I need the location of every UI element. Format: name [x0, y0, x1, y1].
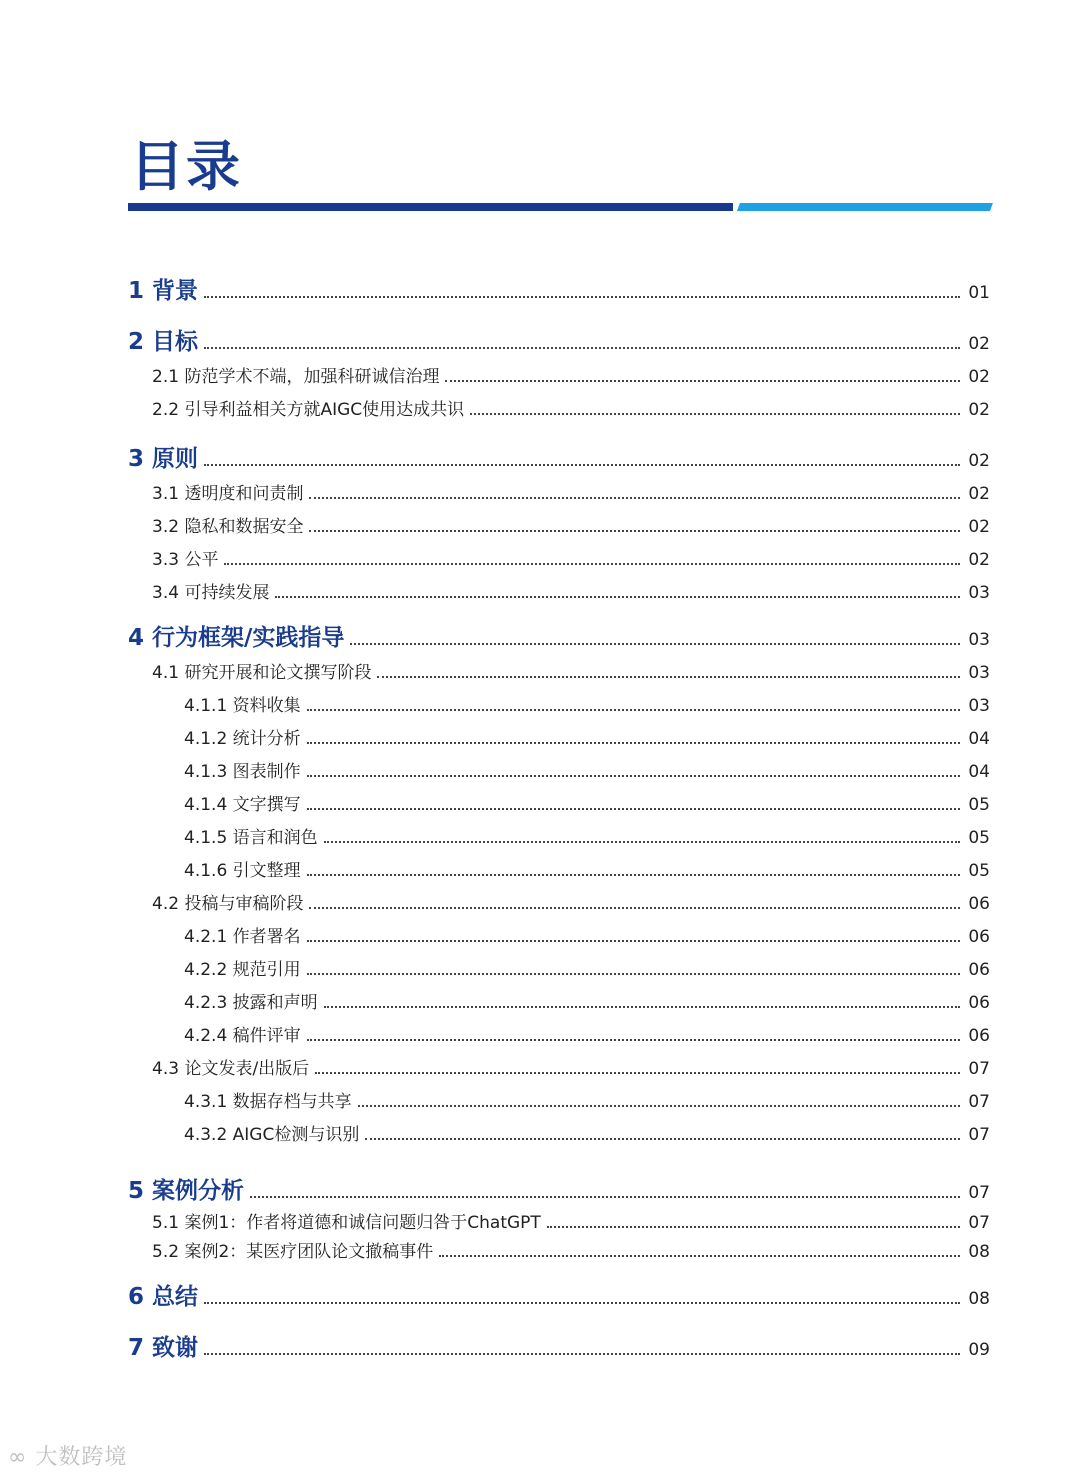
toc-label: 4.1.5 语言和润色 — [184, 828, 318, 848]
toc-leader — [204, 296, 960, 298]
toc-label: 5.1 案例1：作者将道德和诚信问题归咎于ChatGPT — [152, 1213, 541, 1233]
toc-page-number: 07 — [968, 1183, 990, 1203]
toc-label: 4.2.2 规范引用 — [184, 960, 301, 980]
toc-label: 4.3.2 AIGC检测与识别 — [184, 1125, 360, 1145]
toc-entry-4-2-3[interactable] — [184, 988, 990, 1013]
toc-leader — [309, 907, 960, 909]
toc-label: 4.1.2 统计分析 — [184, 729, 301, 749]
title-rule-dark — [128, 203, 733, 211]
toc-label: 2.1 防范学术不端，加强科研诚信治理 — [152, 367, 440, 387]
toc-page-number: 04 — [968, 729, 990, 749]
toc-leader — [204, 347, 960, 349]
toc-label: 4.1.1 资料收集 — [184, 696, 301, 716]
toc-label: 6 总结 — [128, 1284, 199, 1310]
toc-entry-3-3[interactable] — [152, 545, 990, 570]
toc-page-number: 02 — [968, 334, 990, 354]
toc-entry-4-3-2[interactable] — [184, 1120, 990, 1145]
toc-entry-4-1-5[interactable] — [184, 823, 990, 848]
toc-entry-3[interactable] — [128, 440, 990, 473]
toc-label: 4.2.4 稿件评审 — [184, 1026, 301, 1046]
toc-entry-4-3-1[interactable] — [184, 1087, 990, 1112]
toc-page-number: 07 — [968, 1125, 990, 1145]
toc-page-number: 06 — [968, 1026, 990, 1046]
toc-page-number: 05 — [968, 795, 990, 815]
toc-entry-1[interactable] — [128, 272, 990, 305]
toc-label: 4.1.6 引文整理 — [184, 861, 301, 881]
toc-entry-4-2[interactable] — [152, 889, 990, 914]
toc-leader — [224, 563, 960, 565]
toc-page-number: 04 — [968, 762, 990, 782]
toc-label: 2 目标 — [128, 329, 199, 355]
toc-page-number: 02 — [968, 517, 990, 537]
toc-entry-4-1-4[interactable] — [184, 790, 990, 815]
toc-leader — [324, 1006, 961, 1008]
toc-label: 2.2 引导利益相关方就AIGC使用达成共识 — [152, 400, 465, 420]
watermark-logo-icon: ∞ — [8, 1445, 36, 1470]
watermark-text: 大数跨境 — [35, 1445, 128, 1470]
toc-label: 5.2 案例2：某医疗团队论文撤稿事件 — [152, 1242, 434, 1262]
toc-leader — [445, 380, 960, 382]
toc-entry-4-1-1[interactable] — [184, 691, 990, 716]
toc-leader — [377, 676, 960, 678]
toc-leader — [309, 497, 960, 499]
toc-label: 3.3 公平 — [152, 550, 219, 570]
toc-page-number: 02 — [968, 400, 990, 420]
toc-page-number: 07 — [968, 1092, 990, 1112]
toc-entry-4-2-1[interactable] — [184, 922, 990, 947]
toc-label: 3.4 可持续发展 — [152, 583, 270, 603]
toc-leader — [547, 1226, 961, 1228]
toc-label: 3 原则 — [128, 446, 199, 472]
toc-entry-3-1[interactable] — [152, 479, 990, 504]
toc-label: 4.2.3 披露和声明 — [184, 993, 318, 1013]
toc-leader — [307, 1039, 961, 1041]
toc-entry-4-3[interactable] — [152, 1054, 990, 1079]
toc-page-number: 07 — [968, 1213, 990, 1233]
toc-leader — [275, 596, 960, 598]
toc-entry-4-1-3[interactable] — [184, 757, 990, 782]
toc-label: 3.1 透明度和问责制 — [152, 484, 304, 504]
toc-page-number: 06 — [968, 927, 990, 947]
toc-page-number: 02 — [968, 550, 990, 570]
toc-page-number: 03 — [968, 663, 990, 683]
toc-label: 4.1.3 图表制作 — [184, 762, 301, 782]
toc-label: 1 背景 — [128, 278, 199, 304]
toc-page-number: 02 — [968, 484, 990, 504]
toc-entry-2-2[interactable] — [152, 395, 990, 420]
toc-leader — [204, 1302, 960, 1304]
toc-leader — [358, 1105, 961, 1107]
toc-page-number: 03 — [968, 630, 990, 650]
toc-leader — [307, 742, 961, 744]
toc-leader — [204, 1353, 960, 1355]
toc-leader — [307, 709, 961, 711]
toc-leader — [250, 1196, 960, 1198]
toc-entry-2[interactable] — [128, 323, 990, 356]
toc-leader — [324, 841, 961, 843]
toc-page-number: 06 — [968, 993, 990, 1013]
toc-page-number: 05 — [968, 828, 990, 848]
toc-entry-4-2-2[interactable] — [184, 955, 990, 980]
toc-entry-7[interactable] — [128, 1329, 990, 1362]
toc-label: 4.3.1 数据存档与共享 — [184, 1092, 352, 1112]
toc-page-number: 06 — [968, 960, 990, 980]
toc-leader — [307, 940, 961, 942]
toc-page-number: 02 — [968, 451, 990, 471]
toc-leader — [307, 973, 961, 975]
toc-entry-2-1[interactable] — [152, 362, 990, 387]
toc-page-number: 03 — [968, 583, 990, 603]
watermark — [8, 1440, 127, 1471]
toc-label: 5 案例分析 — [128, 1178, 245, 1204]
toc-leader — [365, 1138, 960, 1140]
toc-leader — [309, 530, 960, 532]
toc-page-number: 08 — [968, 1289, 990, 1309]
toc-label: 4.3 论文发表/出版后 — [152, 1059, 310, 1079]
toc-page-number: 08 — [968, 1242, 990, 1262]
toc-entry-4-1[interactable] — [152, 658, 990, 683]
toc-page-number: 01 — [968, 283, 990, 303]
toc-label: 3.2 隐私和数据安全 — [152, 517, 304, 537]
toc-label: 4.2 投稿与审稿阶段 — [152, 894, 304, 914]
toc-leader — [470, 413, 960, 415]
toc-page-number: 07 — [968, 1059, 990, 1079]
toc-entry-6[interactable] — [128, 1278, 990, 1311]
toc-page-number: 06 — [968, 894, 990, 914]
toc-entry-5-2[interactable] — [152, 1237, 990, 1262]
toc-entry-4-1-2[interactable] — [184, 724, 990, 749]
toc-entry-3-4[interactable] — [152, 578, 990, 603]
page-title: 目录 — [130, 135, 242, 198]
toc-entry-5[interactable] — [128, 1172, 990, 1205]
toc-label: 4.1.4 文字撰写 — [184, 795, 301, 815]
toc-leader — [350, 643, 960, 645]
toc-page-number: 02 — [968, 367, 990, 387]
toc-entry-3-2[interactable] — [152, 512, 990, 537]
toc-leader — [307, 775, 961, 777]
toc-leader — [307, 808, 961, 810]
toc-label: 4.2.1 作者署名 — [184, 927, 301, 947]
toc-leader — [439, 1255, 960, 1257]
toc-entry-4-2-4[interactable] — [184, 1021, 990, 1046]
toc-page-number: 05 — [968, 861, 990, 881]
toc-entry-4[interactable] — [128, 619, 990, 652]
toc-label: 4.1 研究开展和论文撰写阶段 — [152, 663, 372, 683]
toc-page-number: 03 — [968, 696, 990, 716]
toc-leader — [204, 464, 960, 466]
toc-entry-5-1[interactable] — [152, 1208, 990, 1233]
toc-label: 7 致谢 — [128, 1335, 199, 1361]
title-rule-light — [737, 203, 993, 211]
toc-leader — [315, 1072, 960, 1074]
toc-page-number: 09 — [968, 1340, 990, 1360]
toc-entry-4-1-6[interactable] — [184, 856, 990, 881]
toc-label: 4 行为框架/实践指导 — [128, 625, 345, 651]
toc-leader — [307, 874, 961, 876]
